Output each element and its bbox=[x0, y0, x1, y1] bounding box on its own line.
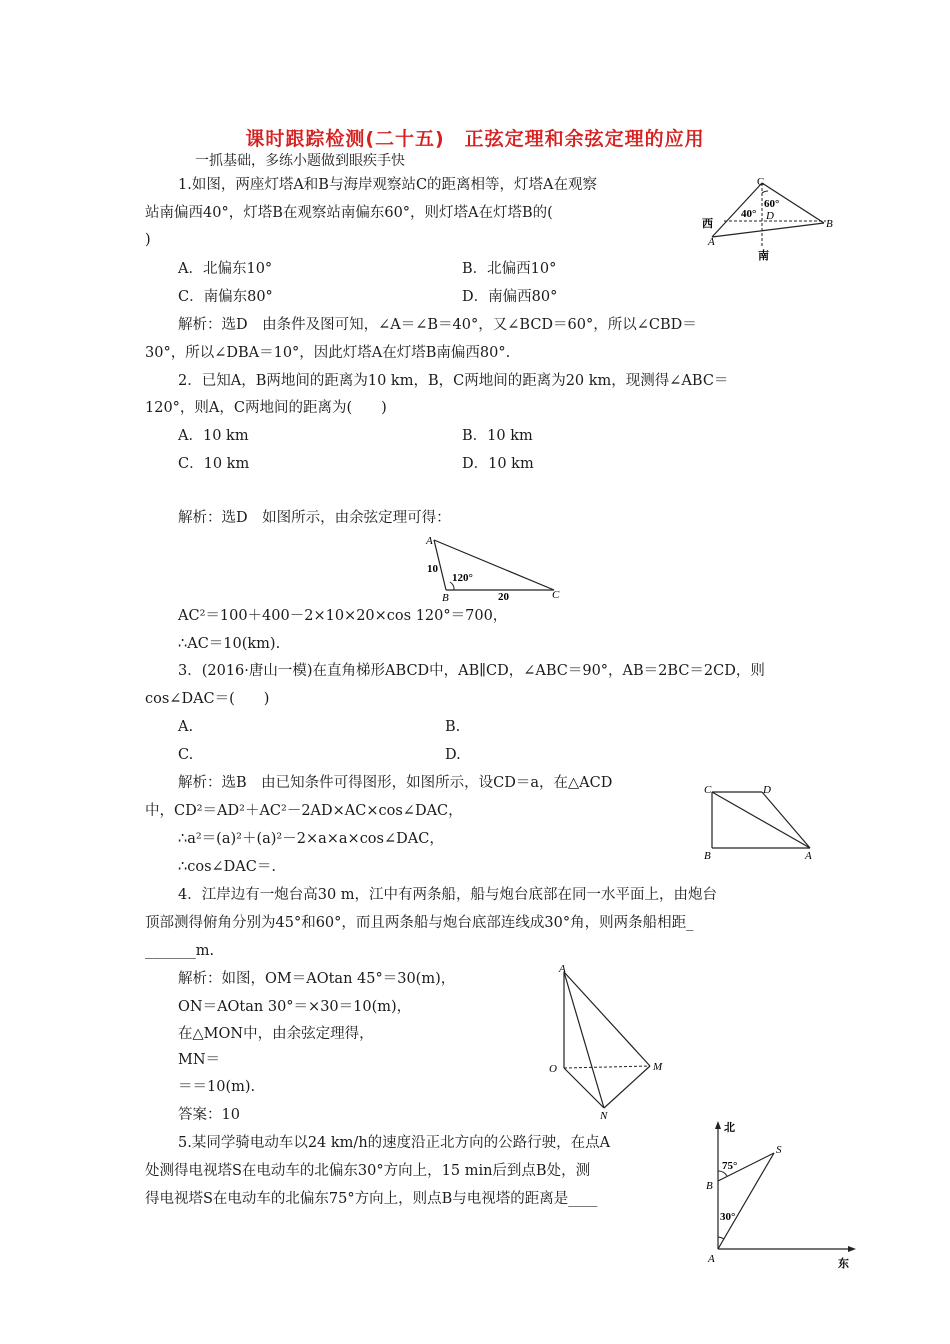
solution-text: 在△MON中，由余弦定理得， bbox=[178, 1026, 374, 1042]
answer-option: C．10 km bbox=[178, 456, 250, 472]
fig5-label: S bbox=[776, 1144, 782, 1156]
fig4-label: N bbox=[600, 1110, 608, 1122]
answer-option: C. bbox=[178, 747, 194, 763]
solution-text: ∴cos∠DAC＝. bbox=[178, 859, 276, 875]
fig1-label: 60° bbox=[764, 198, 780, 210]
fig5-label: 75° bbox=[722, 1160, 738, 1172]
fig1-label: 西 bbox=[702, 218, 713, 230]
solution-text: 解析：选D 由条件及图可知，∠A＝∠B＝40°，又∠BCD＝60°，所以∠CBD＝ bbox=[178, 317, 697, 333]
solution-text: 解析：选B 由已知条件可得图形，如图所示，设CD＝a，在△ACD bbox=[178, 775, 613, 791]
figure-trapezoid-abcd bbox=[700, 780, 825, 862]
question-text: 5.某同学骑电动车以24 km/h的速度沿正北方向的公路行驶，在点A bbox=[178, 1135, 611, 1151]
solution-text: ∴AC＝10(km). bbox=[178, 636, 281, 652]
fig4-label: O bbox=[549, 1063, 557, 1075]
answer-option: A. bbox=[178, 719, 194, 735]
figure-compass-diagram bbox=[700, 1117, 860, 1272]
answer-option: D．南偏西80° bbox=[462, 289, 558, 305]
question-text: 4．江岸边有一炮台高30 m，江中有两条船，船与炮台底部在同一水平面上，由炮台 bbox=[178, 887, 718, 903]
solution-text: ∴a²＝(a)²＋(a)²－2×a×a×cos∠DAC， bbox=[178, 831, 444, 847]
answer-option: B. bbox=[445, 719, 461, 735]
question-text: cos∠DAC＝( ) bbox=[145, 691, 270, 707]
answer-option: D．10 km bbox=[462, 456, 534, 472]
answer-option: B．北偏西10° bbox=[462, 261, 557, 277]
fig2-label: C bbox=[552, 589, 560, 601]
question-text: 处测得电视塔S在电动车的北偏东30°方向上，15 min后到点B处，测 bbox=[145, 1163, 591, 1179]
solution-text: 30°，所以∠DBA＝10°，因此灯塔A在灯塔B南偏西80°. bbox=[145, 345, 511, 361]
question-text: 120°，则A，C两地间的距离为( ) bbox=[145, 400, 387, 416]
solution-text: ON＝AOtan 30°＝×30＝10(m)， bbox=[178, 999, 412, 1015]
figure-lighthouse-diagram bbox=[700, 175, 840, 265]
fig2-label: 120° bbox=[452, 572, 473, 584]
answer-option: D. bbox=[445, 747, 461, 763]
answer-option: B．10 km bbox=[462, 428, 533, 444]
solution-text: MN＝ bbox=[178, 1052, 221, 1068]
answer-option: A．10 km bbox=[178, 428, 249, 444]
answer-text: 答案：10 bbox=[178, 1107, 240, 1123]
solution-text: ＝＝10(m). bbox=[178, 1079, 256, 1095]
fig1-label: 南 bbox=[758, 250, 769, 262]
fig4-label: A bbox=[559, 963, 566, 975]
fig1-label: B bbox=[826, 218, 833, 230]
fig2-label: 10 bbox=[427, 563, 438, 575]
question-text: _______m. bbox=[145, 943, 215, 959]
question-text: 3．(2016·唐山一模)在直角梯形ABCD中，AB∥CD，∠ABC＝90°，AB＝2BC＝2CD，则 bbox=[178, 663, 765, 679]
fig4-label: M bbox=[653, 1061, 663, 1073]
fig5-label: 北 bbox=[724, 1122, 735, 1134]
fig1-label: C bbox=[757, 176, 765, 188]
fig3-label: B bbox=[704, 850, 711, 862]
fig5-label: 东 bbox=[838, 1258, 849, 1270]
solution-text: AC²＝100＋400－2×10×20×cos 120°＝700， bbox=[178, 608, 508, 624]
fig2-label: 20 bbox=[498, 591, 509, 602]
section-subtitle: 一抓基础，多练小题做到眼疾手快 bbox=[195, 153, 405, 169]
question-text: 2．已知A，B两地间的距离为10 km，B，C两地间的距离为20 km，现测得∠ABC＝ bbox=[178, 373, 729, 389]
fig3-label: D bbox=[763, 784, 771, 796]
fig3-label: C bbox=[704, 784, 712, 796]
fig1-label: D bbox=[766, 210, 774, 222]
question-text: 1.如图，两座灯塔A和B与海岸观察站C的距离相等，灯塔A在观察 bbox=[178, 177, 598, 193]
fig1-label: 40° bbox=[741, 208, 757, 220]
solution-text: 中，CD²＝AD²＋AC²－2AD×AC×cos∠DAC， bbox=[145, 803, 463, 819]
fig3-label: A bbox=[805, 850, 812, 862]
question-text: 得电视塔S在电动车的北偏东75°方向上，则点B与电视塔的距离是____ bbox=[145, 1191, 598, 1207]
figure-triangle-abc bbox=[420, 532, 570, 602]
fig2-label: B bbox=[442, 592, 449, 602]
fig5-label: 30° bbox=[720, 1211, 736, 1223]
figure-cannon-tower bbox=[545, 962, 670, 1122]
answer-option: A．北偏东10° bbox=[178, 261, 273, 277]
answer-option: C．南偏东80° bbox=[178, 289, 273, 305]
solution-text: 解析：选D 如图所示，由余弦定理可得： bbox=[178, 510, 451, 526]
fig5-label: B bbox=[706, 1180, 713, 1192]
solution-text: 解析：如图，OM＝AOtan 45°＝30(m)， bbox=[178, 971, 456, 987]
question-text: 站南偏西40°，灯塔B在观察站南偏东60°，则灯塔A在灯塔B的( bbox=[145, 205, 553, 221]
fig1-label: A bbox=[708, 236, 715, 248]
fig2-label: A bbox=[426, 535, 433, 547]
question-text: 顶部测得俯角分别为45°和60°，而且两条船与炮台底部连线成30°角，则两条船相距_ bbox=[145, 915, 694, 931]
fig5-label: A bbox=[708, 1253, 715, 1265]
question-text: ) bbox=[145, 232, 151, 248]
page-title: 课时跟踪检测(二十五) 正弦定理和余弦定理的应用 bbox=[245, 128, 705, 150]
